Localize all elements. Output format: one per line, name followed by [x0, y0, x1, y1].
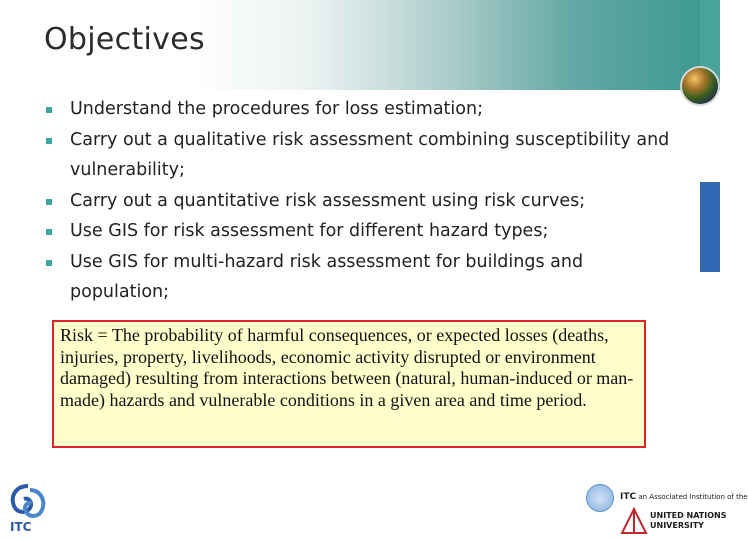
itc-partner-label — [620, 492, 748, 502]
bullet-icon — [46, 138, 52, 144]
bullet-icon — [46, 199, 52, 205]
objectives-list — [44, 94, 674, 308]
bullet-icon — [46, 260, 52, 266]
bullet-text: Carry out a qualitative risk assessment combining susceptibility and vulnerability; — [70, 129, 670, 180]
bullet-icon — [46, 107, 52, 113]
unu-line-2: UNIVERSITY — [650, 521, 704, 530]
list-item — [44, 186, 674, 217]
bullet-text: Use GIS for multi-hazard risk assessment for buildings and population; — [70, 251, 584, 302]
accent-band-blue — [700, 182, 720, 272]
bullet-text: Understand the procedures for loss estimation; — [70, 99, 483, 119]
unu-logo-icon — [620, 507, 648, 535]
unu-name — [650, 511, 726, 531]
risk-definition-box: Risk = The probability of harmful consequences, or expected losses (deaths, injuries, property, livelihoods, economic activity disrupted or environment damaged) resulting from interactions between (natural, human-induced or man-made) hazards and vulnerable conditions in a given area and time period. — [52, 320, 646, 448]
itc-partner-note: an Associated Institution of the — [638, 493, 748, 501]
list-item — [44, 216, 674, 247]
globe-icon — [682, 68, 718, 104]
bullet-icon — [46, 229, 52, 235]
unu-line-1: UNITED NATIONS — [650, 511, 727, 520]
list-item — [44, 125, 674, 186]
accent-band-white — [700, 90, 720, 182]
bullet-text: Use GIS for risk assessment for different hazard types; — [70, 221, 549, 241]
page-title: Objectives — [44, 22, 205, 57]
itc-wordmark: ITC — [10, 520, 32, 534]
un-emblem-icon — [586, 484, 614, 512]
partner-logos — [582, 480, 748, 540]
itc-partner-name: ITC — [620, 492, 637, 502]
bullet-text: Carry out a quantitative risk assessment using risk curves; — [70, 190, 586, 211]
list-item — [44, 247, 674, 308]
list-item — [44, 94, 674, 125]
